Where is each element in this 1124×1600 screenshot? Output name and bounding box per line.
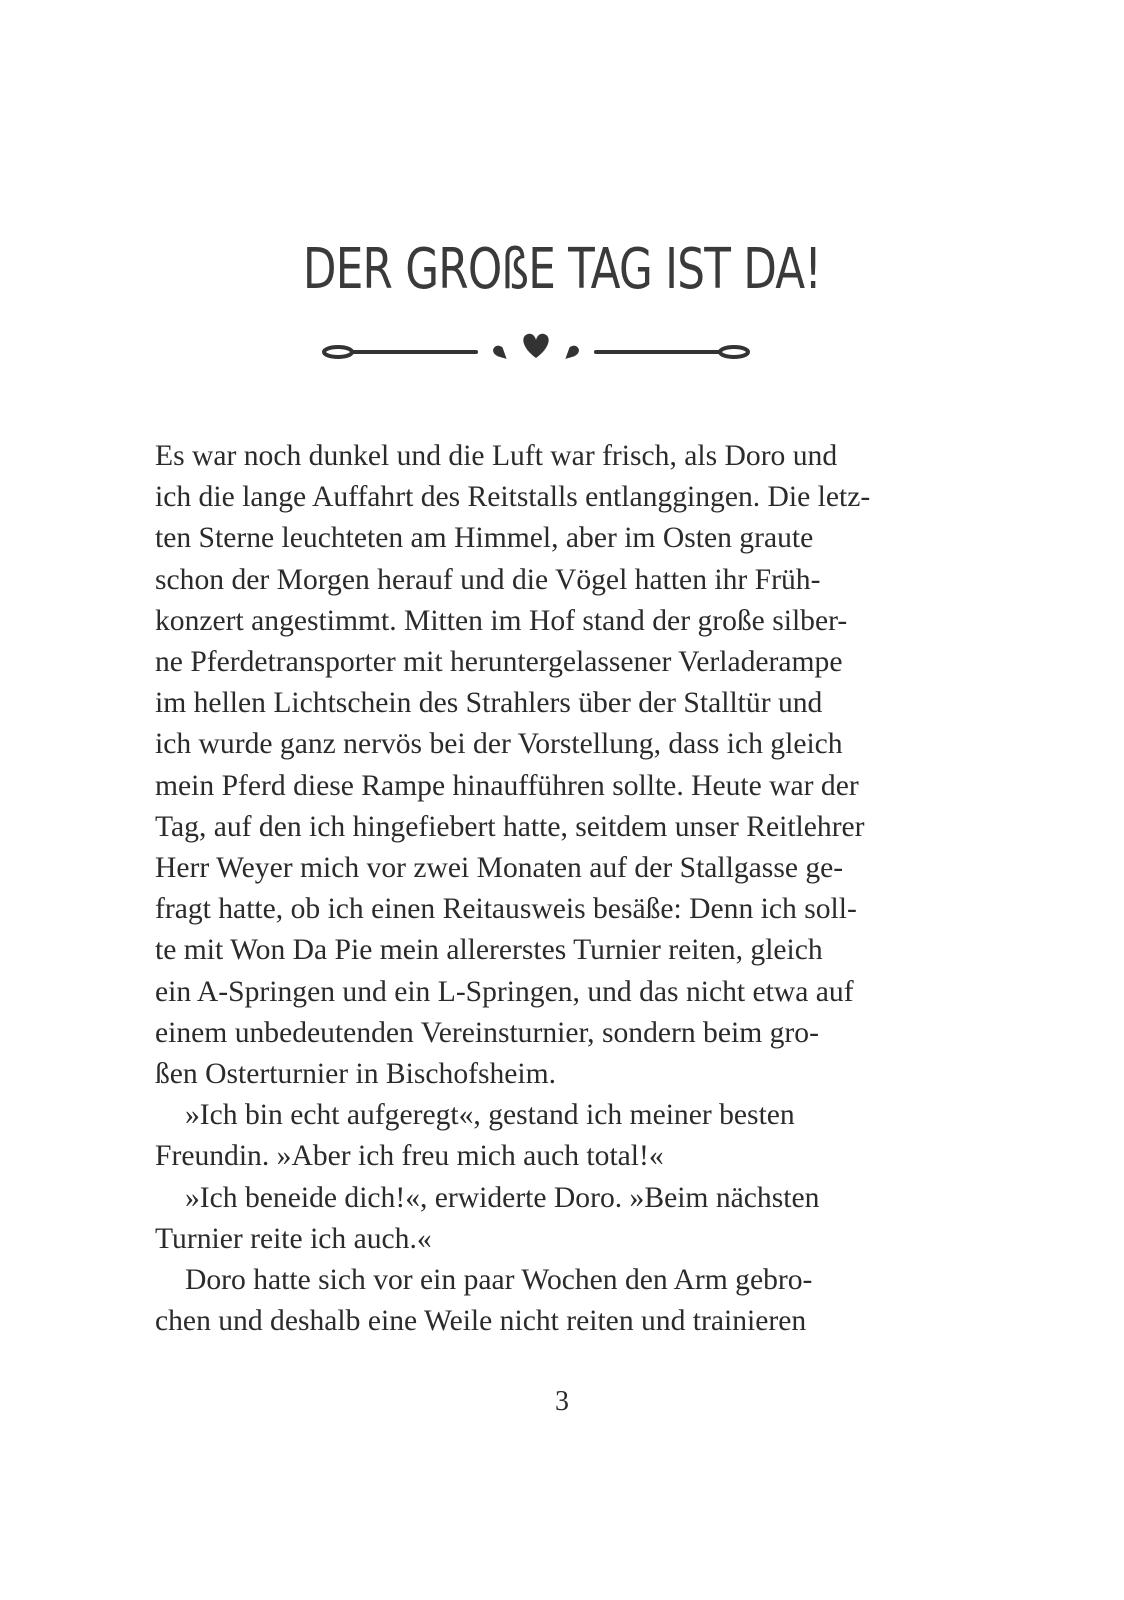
text-line: Tag, auf den ich hingefiebert hatte, seitdem unser Reitlehrer xyxy=(155,810,865,843)
text-line: ten Sterne leuchteten am Himmel, aber im Osten graute xyxy=(155,522,814,555)
text-line: fragt hatte, ob ich einen Reitausweis besäße: Denn ich soll- xyxy=(155,893,857,926)
heart-divider-ornament xyxy=(318,322,754,364)
text-line: schon der Morgen herauf und die Vögel hatten ihr Früh- xyxy=(155,563,821,596)
text-line: »Ich bin echt aufgeregt«, gestand ich meiner besten xyxy=(185,1099,795,1132)
page-number: 3 xyxy=(555,1386,569,1417)
text-line: »Ich beneide dich!«, erwiderte Doro. »Beim nächsten xyxy=(185,1181,820,1214)
text-line: Doro hatte sich vor ein paar Wochen den Arm gebro- xyxy=(185,1264,813,1297)
text-line: Herr Weyer mich vor zwei Monaten auf der Stallgasse ge- xyxy=(155,852,844,885)
text-line: Turnier reite ich auch.« xyxy=(155,1222,432,1255)
text-line: ne Pferdetransporter mit heruntergelassener Verladerampe xyxy=(155,646,843,679)
text-line: ich die lange Auffahrt des Reitstalls entlanggingen. Die letz- xyxy=(155,481,871,514)
body-text xyxy=(155,436,918,1342)
chapter-title: DER GROßE TAG IST DA! xyxy=(302,237,822,302)
text-line: mein Pferd diese Rampe hinaufführen sollte. Heute war der xyxy=(155,769,859,802)
text-line: ßen Osterturnier in Bischofsheim. xyxy=(155,1058,557,1091)
text-line: einem unbedeutenden Vereinsturnier, sondern beim gro- xyxy=(155,1016,819,1049)
text-line: te mit Won Da Pie mein allererstes Turnier reiten, gleich xyxy=(155,934,823,967)
text-line: Freundin. »Aber ich freu mich auch total!« xyxy=(155,1140,664,1173)
text-line: Es war noch dunkel und die Luft war frisch, als Doro und xyxy=(155,440,838,472)
text-line: im hellen Lichtschein des Strahlers über der Stalltür und xyxy=(155,687,823,720)
text-line: ein A-Springen und ein L-Springen, und das nicht etwa auf xyxy=(155,975,854,1008)
text-line: chen und deshalb eine Weile nicht reiten und trainieren xyxy=(155,1305,807,1338)
text-line: ich wurde ganz nervös bei der Vorstellung, dass ich gleich xyxy=(155,728,843,761)
text-line: konzert angestimmt. Mitten im Hof stand der große silber- xyxy=(155,604,848,637)
